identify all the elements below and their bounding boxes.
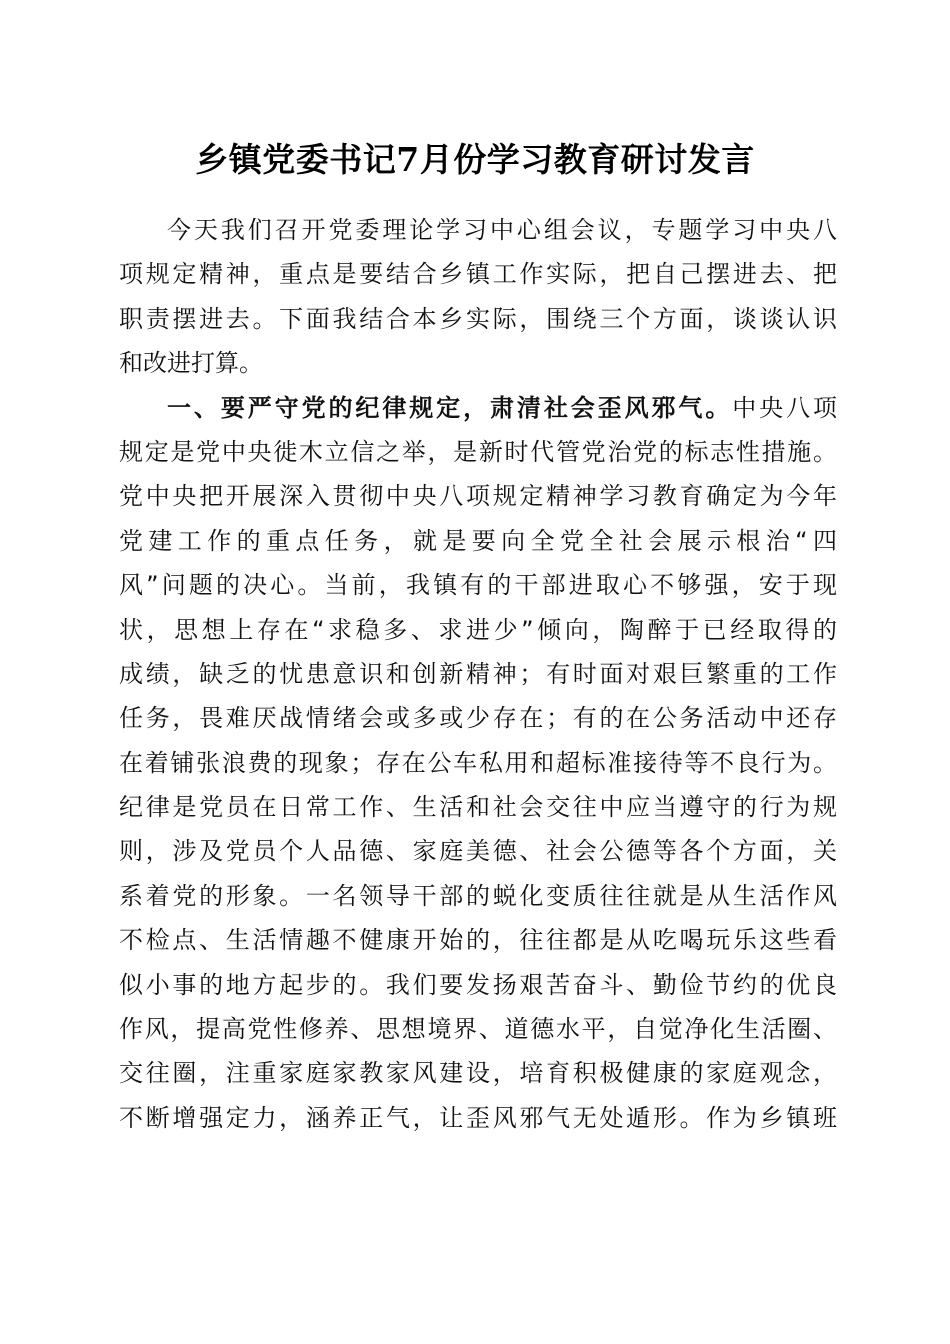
text-line: 风”问题的决心。当前，我镇有的干部进取心不够强，安于现 [119, 571, 837, 600]
paragraph-section-one [119, 386, 837, 1141]
paragraph-intro [119, 208, 837, 386]
text-line: 党中央把开展深入贯彻中央八项规定精神学习教育确定为今年 [119, 482, 837, 511]
text-line: 不断增强定力，涵养正气，让歪风邪气无处遁形。作为乡镇班 [119, 1103, 837, 1132]
text-line: 交往圈，注重家庭家教家风建设，培育积极健康的家庭观念， [119, 1059, 837, 1088]
text-line [119, 386, 837, 430]
text-line: 则，涉及党员个人品德、家庭美德、社会公德等各个方面，关 [119, 837, 837, 866]
page-title: 乡镇党委书记7月份学习教育研讨发言 [195, 140, 755, 179]
text-line: 规定是党中央徙木立信之举，是新时代管党治党的标志性措施。 [119, 437, 837, 466]
heading-line-rest: 中央八项 [732, 393, 837, 422]
text-line: 纪律是党员在日常工作、生活和社会交往中应当遵守的行为规 [119, 793, 837, 822]
text-line: 作风，提高党性修养、思想境界、道德水平，自觉净化生活圈、 [119, 1015, 837, 1044]
text-line: 和改进打算。 [119, 349, 263, 378]
text-line: 党建工作的重点任务，就是要向全党全社会展示根治“四 [119, 526, 837, 555]
text-line: 似小事的地方起步的。我们要发扬艰苦奋斗、勤俭节约的优良 [119, 970, 837, 999]
text-line: 今天我们召开党委理论学习中心组会议，专题学习中央八 [167, 216, 837, 244]
document-body [119, 208, 837, 1140]
text-line: 系着党的形象。一名领导干部的蜕化变质往往就是从生活作风 [119, 881, 837, 910]
section-heading: 一、要严守党的纪律规定，肃清社会歪风邪气。 [167, 393, 733, 422]
text-line: 任务，畏难厌战情绪会或多或少存在；有的在公务活动中还存 [119, 704, 837, 733]
text-line: 不检点、生活情趣不健康开始的，往往都是从吃喝玩乐这些看 [119, 926, 837, 955]
text-line: 项规定精神，重点是要结合乡镇工作实际，把自己摆进去、把 [119, 260, 837, 289]
text-line: 在着铺张浪费的现象；存在公车私用和超标准接待等不良行为。 [119, 748, 837, 777]
text-line: 成绩，缺乏的忧患意识和创新精神；有时面对艰巨繁重的工作 [119, 659, 837, 688]
text-line: 职责摆进去。下面我结合本乡实际，围绕三个方面，谈谈认识 [119, 304, 837, 333]
text-line: 状，思想上存在“求稳多、求进少”倾向，陶醉于已经取得的 [119, 615, 837, 644]
